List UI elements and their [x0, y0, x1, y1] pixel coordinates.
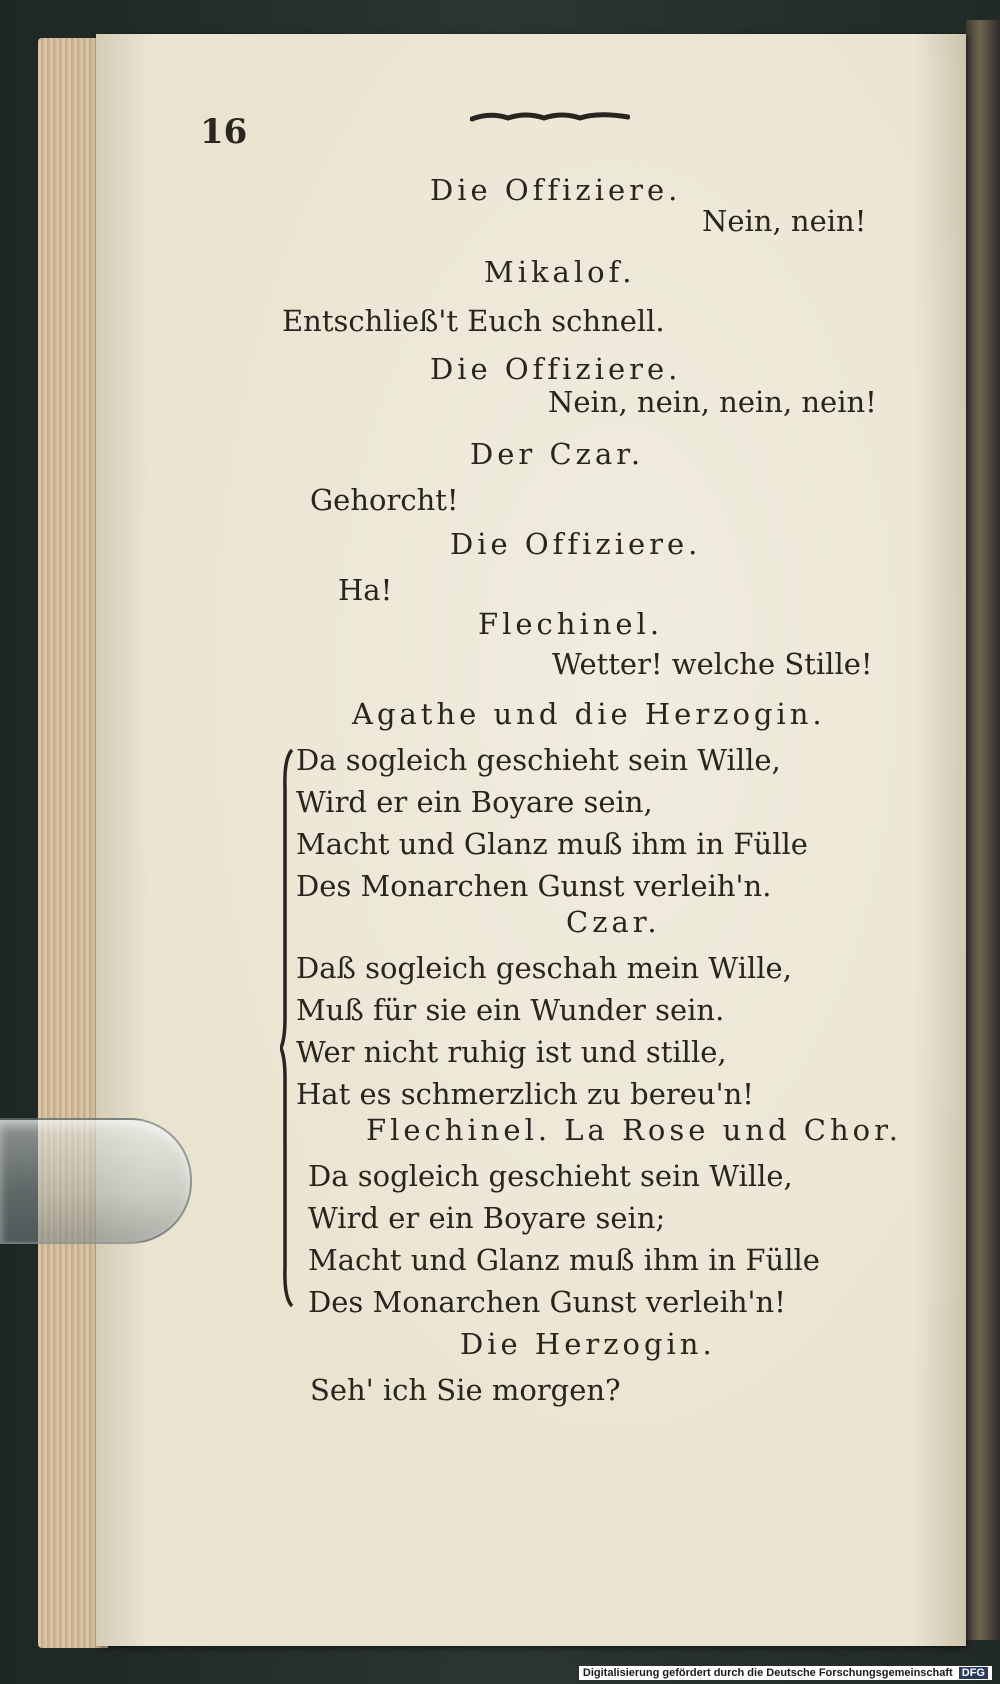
verse-line-16: Wird er ein Boyare sein;	[308, 1201, 666, 1235]
verse-line-13: Wer nicht ruhig ist und stille,	[296, 1035, 727, 1069]
speaker-mikalof: Mikalof.	[484, 255, 636, 289]
verse-line-6: Wetter! welche Stille!	[552, 647, 873, 681]
verse-line-17: Macht und Glanz muß ihm in Fülle	[308, 1243, 820, 1277]
verse-line-19: Seh' ich Sie morgen?	[310, 1373, 621, 1407]
facing-page-strip	[966, 20, 1000, 1640]
verse-line-18: Des Monarchen Gunst verleih'n!	[308, 1285, 786, 1319]
speaker-offiziere-3: Die Offiziere.	[450, 527, 702, 561]
speaker-czar-2: Czar.	[566, 905, 661, 939]
verse-line-4: Gehorcht!	[310, 483, 459, 517]
verse-bracket	[280, 748, 294, 1308]
speaker-agathe-herzogin: Agathe und die Herzogin.	[352, 697, 826, 731]
speaker-flechinel-1: Flechinel.	[478, 607, 664, 641]
speaker-czar-1: Der Czar.	[470, 437, 645, 471]
verse-line-9: Macht und Glanz muß ihm in Fülle	[296, 827, 808, 861]
verse-line-10: Des Monarchen Gunst verleih'n.	[296, 869, 772, 903]
verse-line-8: Wird er ein Boyare sein,	[296, 785, 653, 819]
verse-line-7: Da sogleich geschieht sein Wille,	[296, 743, 781, 777]
dfg-logo: DFG	[959, 1667, 988, 1679]
scanner-thumb-clip	[0, 1118, 192, 1244]
credit-text: Digitalisierung gefördert durch die Deutsche Forschungsgemeinschaft	[582, 1667, 953, 1679]
verse-line-14: Hat es schmerzlich zu bereu'n!	[296, 1077, 754, 1111]
speaker-flechinel-larose-chor: Flechinel. La Rose und Chor.	[366, 1113, 902, 1147]
speaker-offiziere-1: Die Offiziere.	[430, 173, 682, 207]
verse-line-1: Nein, nein!	[702, 204, 867, 238]
verse-line-12: Muß für sie ein Wunder sein.	[296, 993, 725, 1027]
digitization-credit	[579, 1666, 992, 1680]
verse-line-2: Entschließ't Euch schnell.	[282, 304, 665, 338]
verse-line-15: Da sogleich geschieht sein Wille,	[308, 1159, 793, 1193]
verse-line-5: Ha!	[338, 573, 393, 607]
verse-line-11: Daß sogleich geschah mein Wille,	[296, 951, 792, 985]
verse-line-3: Nein, nein, nein, nein!	[548, 385, 877, 419]
speaker-offiziere-2: Die Offiziere.	[430, 352, 682, 386]
page-number: 16	[200, 112, 248, 152]
header-ornament	[470, 110, 630, 124]
speaker-herzogin: Die Herzogin.	[460, 1327, 716, 1361]
